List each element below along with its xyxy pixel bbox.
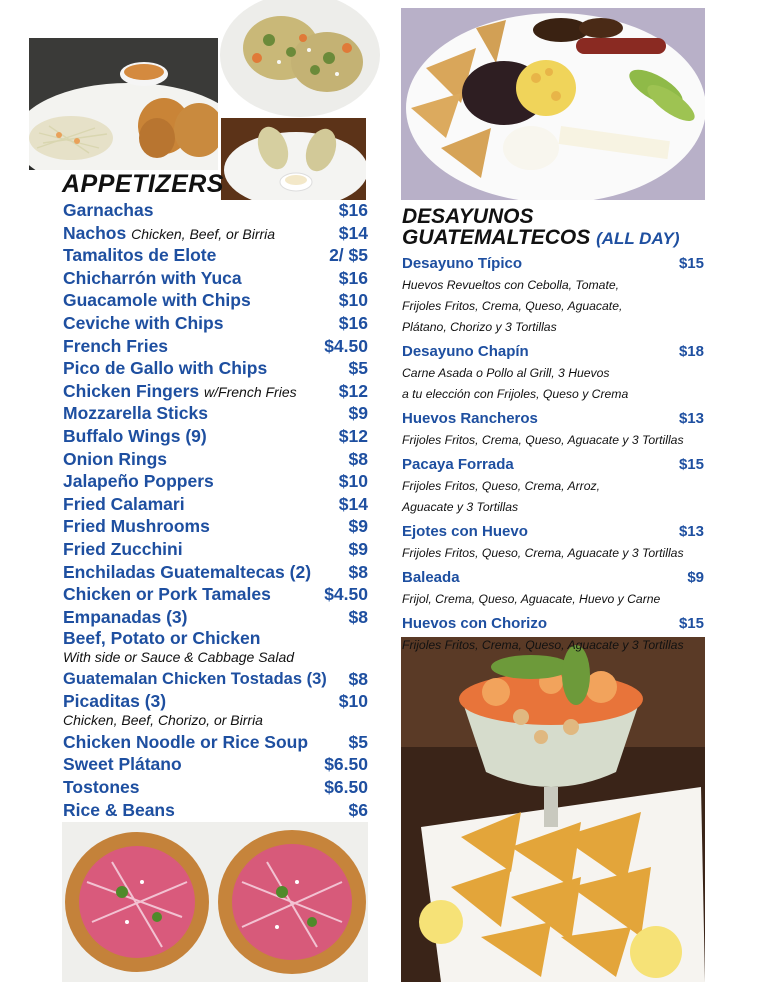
item-price: $14 xyxy=(338,222,368,243)
empanada-sides: With side or Sauce & Cabbage Salad xyxy=(63,649,295,666)
item-price: $9 xyxy=(348,403,368,424)
item-name: Huevos Rancheros xyxy=(402,410,538,427)
item-name: Desayuno Típico xyxy=(402,255,523,272)
item-name: Baleada xyxy=(402,569,460,586)
desayunos-list xyxy=(402,253,704,659)
item-price: $9 xyxy=(687,569,704,586)
desayunos-title-line1: DESAYUNOS xyxy=(402,205,534,228)
item-note: Chicken, Beef, Chorizo, or Birria xyxy=(63,711,263,728)
item-name: Enchiladas Guatemaltecas (2) xyxy=(63,561,312,582)
item-name: Sweet Plátano xyxy=(63,754,182,775)
item-price: $15 xyxy=(678,255,704,272)
item-price: $16 xyxy=(338,312,368,333)
item-name: Ceviche with Chips xyxy=(63,312,224,333)
list-item xyxy=(63,289,368,312)
item-name: Onion Rings xyxy=(63,448,168,469)
desayunos-heading xyxy=(402,206,679,249)
item-description: Plátano, Chorizo y 3 Tortillas xyxy=(402,320,557,334)
list-item xyxy=(63,222,368,245)
list-item xyxy=(63,628,368,668)
list-item xyxy=(63,799,368,822)
appetizers-heading: APPETIZERS xyxy=(62,170,224,198)
item-price: $8 xyxy=(348,606,368,627)
item-name: Pacaya Forrada xyxy=(402,456,514,473)
item-description: Huevos Revueltos con Cebolla, Tomate, xyxy=(402,278,620,292)
list-item xyxy=(402,521,704,564)
item-name: Nachos xyxy=(63,222,127,243)
item-name: Chicken Fingers xyxy=(63,380,200,401)
item-price: $8 xyxy=(348,448,368,469)
item-note: w/French Fries xyxy=(204,383,297,400)
item-description: Aguacate y 3 Tortillas xyxy=(402,500,519,514)
list-item xyxy=(402,408,704,451)
item-name: Guacamole with Chips xyxy=(63,290,251,311)
item-price: $5 xyxy=(348,731,368,752)
list-item xyxy=(63,515,368,538)
item-price: $4.50 xyxy=(324,584,368,605)
item-description: Frijoles Fritos, Crema, Queso, Aguacate y 3 Tortillas xyxy=(402,638,684,652)
item-description: Frijoles Fritos, Crema, Queso, Aguacate y 3 Tortillas xyxy=(402,433,684,447)
item-price: $12 xyxy=(338,425,368,446)
list-item xyxy=(63,493,368,516)
ceviche-photo xyxy=(401,637,705,982)
item-price: $13 xyxy=(678,523,704,540)
list-item xyxy=(63,335,368,358)
item-name: French Fries xyxy=(63,335,169,356)
item-price: $9 xyxy=(348,516,368,537)
list-item xyxy=(63,606,368,629)
list-item xyxy=(402,454,704,518)
list-item xyxy=(63,538,368,561)
item-name: Pico de Gallo with Chips xyxy=(63,358,268,379)
list-item xyxy=(63,267,368,290)
item-name: Garnachas xyxy=(63,200,154,220)
garnachas-photo xyxy=(29,38,218,170)
item-description: a tu elección con Frijoles, Queso y Crema xyxy=(402,387,629,401)
list-item xyxy=(63,425,368,448)
empanada-fillings: Beef, Potato or Chicken xyxy=(63,628,261,649)
item-name: Fried Calamari xyxy=(63,493,185,514)
item-price: $15 xyxy=(678,456,704,473)
item-price: 2/ $5 xyxy=(329,245,368,266)
item-name: Jalapeño Poppers xyxy=(63,471,214,492)
item-name: Huevos con Chorizo xyxy=(402,615,548,632)
item-description: Carne Asada o Pollo al Grill, 3 Huevos xyxy=(402,366,610,380)
item-price: $5 xyxy=(348,358,368,379)
item-price: $6.50 xyxy=(324,754,368,775)
item-price: $16 xyxy=(338,267,368,288)
list-item xyxy=(63,731,368,754)
item-name: Guatemalan Chicken Tostadas (3) xyxy=(63,670,327,689)
item-description: Frijoles Fritos, Queso, Crema, Aguacate y 3 Tortillas xyxy=(402,546,684,560)
item-name: Tostones xyxy=(63,777,140,798)
item-price: $6.50 xyxy=(324,777,368,798)
list-item xyxy=(402,567,704,610)
item-price: $15 xyxy=(678,615,704,632)
list-item xyxy=(402,341,704,405)
item-name: Chicharrón with Yuca xyxy=(63,267,242,288)
item-price: $6 xyxy=(348,799,368,820)
item-name: Desayuno Chapín xyxy=(402,343,529,360)
list-item xyxy=(63,668,368,691)
item-name: Ejotes con Huevo xyxy=(402,523,528,540)
item-price: $13 xyxy=(678,410,704,427)
list-item xyxy=(402,613,704,656)
list-item xyxy=(402,253,704,338)
item-name: Fried Mushrooms xyxy=(63,516,210,537)
list-item xyxy=(63,199,368,222)
item-name: Fried Zucchini xyxy=(63,538,183,559)
item-name: Chicken Noodle or Rice Soup xyxy=(63,731,309,752)
list-item xyxy=(63,244,368,267)
desayunos-title-line2: GUATEMALTECOS xyxy=(402,226,591,249)
breakfast-photo xyxy=(401,8,705,200)
item-name: Empanadas (3) xyxy=(63,606,188,627)
item-description: Frijoles Fritos, Crema, Queso, Aguacate, xyxy=(402,299,623,313)
item-description: Frijol, Crema, Queso, Aguacate, Huevo y Carne xyxy=(402,592,661,606)
list-item xyxy=(63,312,368,335)
list-item xyxy=(63,402,368,425)
list-item xyxy=(63,691,368,731)
list-item xyxy=(63,448,368,471)
item-name: Chicken or Pork Tamales xyxy=(63,584,271,605)
list-item xyxy=(63,753,368,776)
item-price: $12 xyxy=(338,380,368,401)
item-note: Chicken, Beef, or Birria xyxy=(131,225,276,242)
tostadas-photo xyxy=(62,822,368,982)
item-price: $8 xyxy=(348,669,368,690)
list-item xyxy=(63,357,368,380)
item-name: Buffalo Wings (9) xyxy=(63,425,207,446)
tamalitos-photo xyxy=(221,118,366,200)
list-item xyxy=(63,561,368,584)
list-item xyxy=(63,380,368,403)
item-price: $18 xyxy=(678,343,704,360)
item-name: Rice & Beans xyxy=(63,799,175,820)
item-price: $10 xyxy=(338,690,368,711)
item-price: $8 xyxy=(348,561,368,582)
list-item xyxy=(63,776,368,799)
enchiladas-photo xyxy=(219,0,381,120)
list-item xyxy=(63,470,368,493)
list-item xyxy=(63,583,368,606)
item-price: $10 xyxy=(338,290,368,311)
item-name: Mozzarella Sticks xyxy=(63,403,208,424)
item-price: $9 xyxy=(348,538,368,559)
item-name: Picaditas (3) xyxy=(63,690,167,711)
appetizers-list xyxy=(63,199,368,821)
item-price: $4.50 xyxy=(324,335,368,356)
item-price: $10 xyxy=(338,471,368,492)
desayunos-subtitle: (ALL DAY) xyxy=(596,229,680,248)
item-description: Frijoles Fritos, Queso, Crema, Arroz, xyxy=(402,479,600,493)
item-price: $14 xyxy=(338,493,368,514)
item-name: Tamalitos de Elote xyxy=(63,245,217,266)
item-price: $16 xyxy=(338,200,368,220)
